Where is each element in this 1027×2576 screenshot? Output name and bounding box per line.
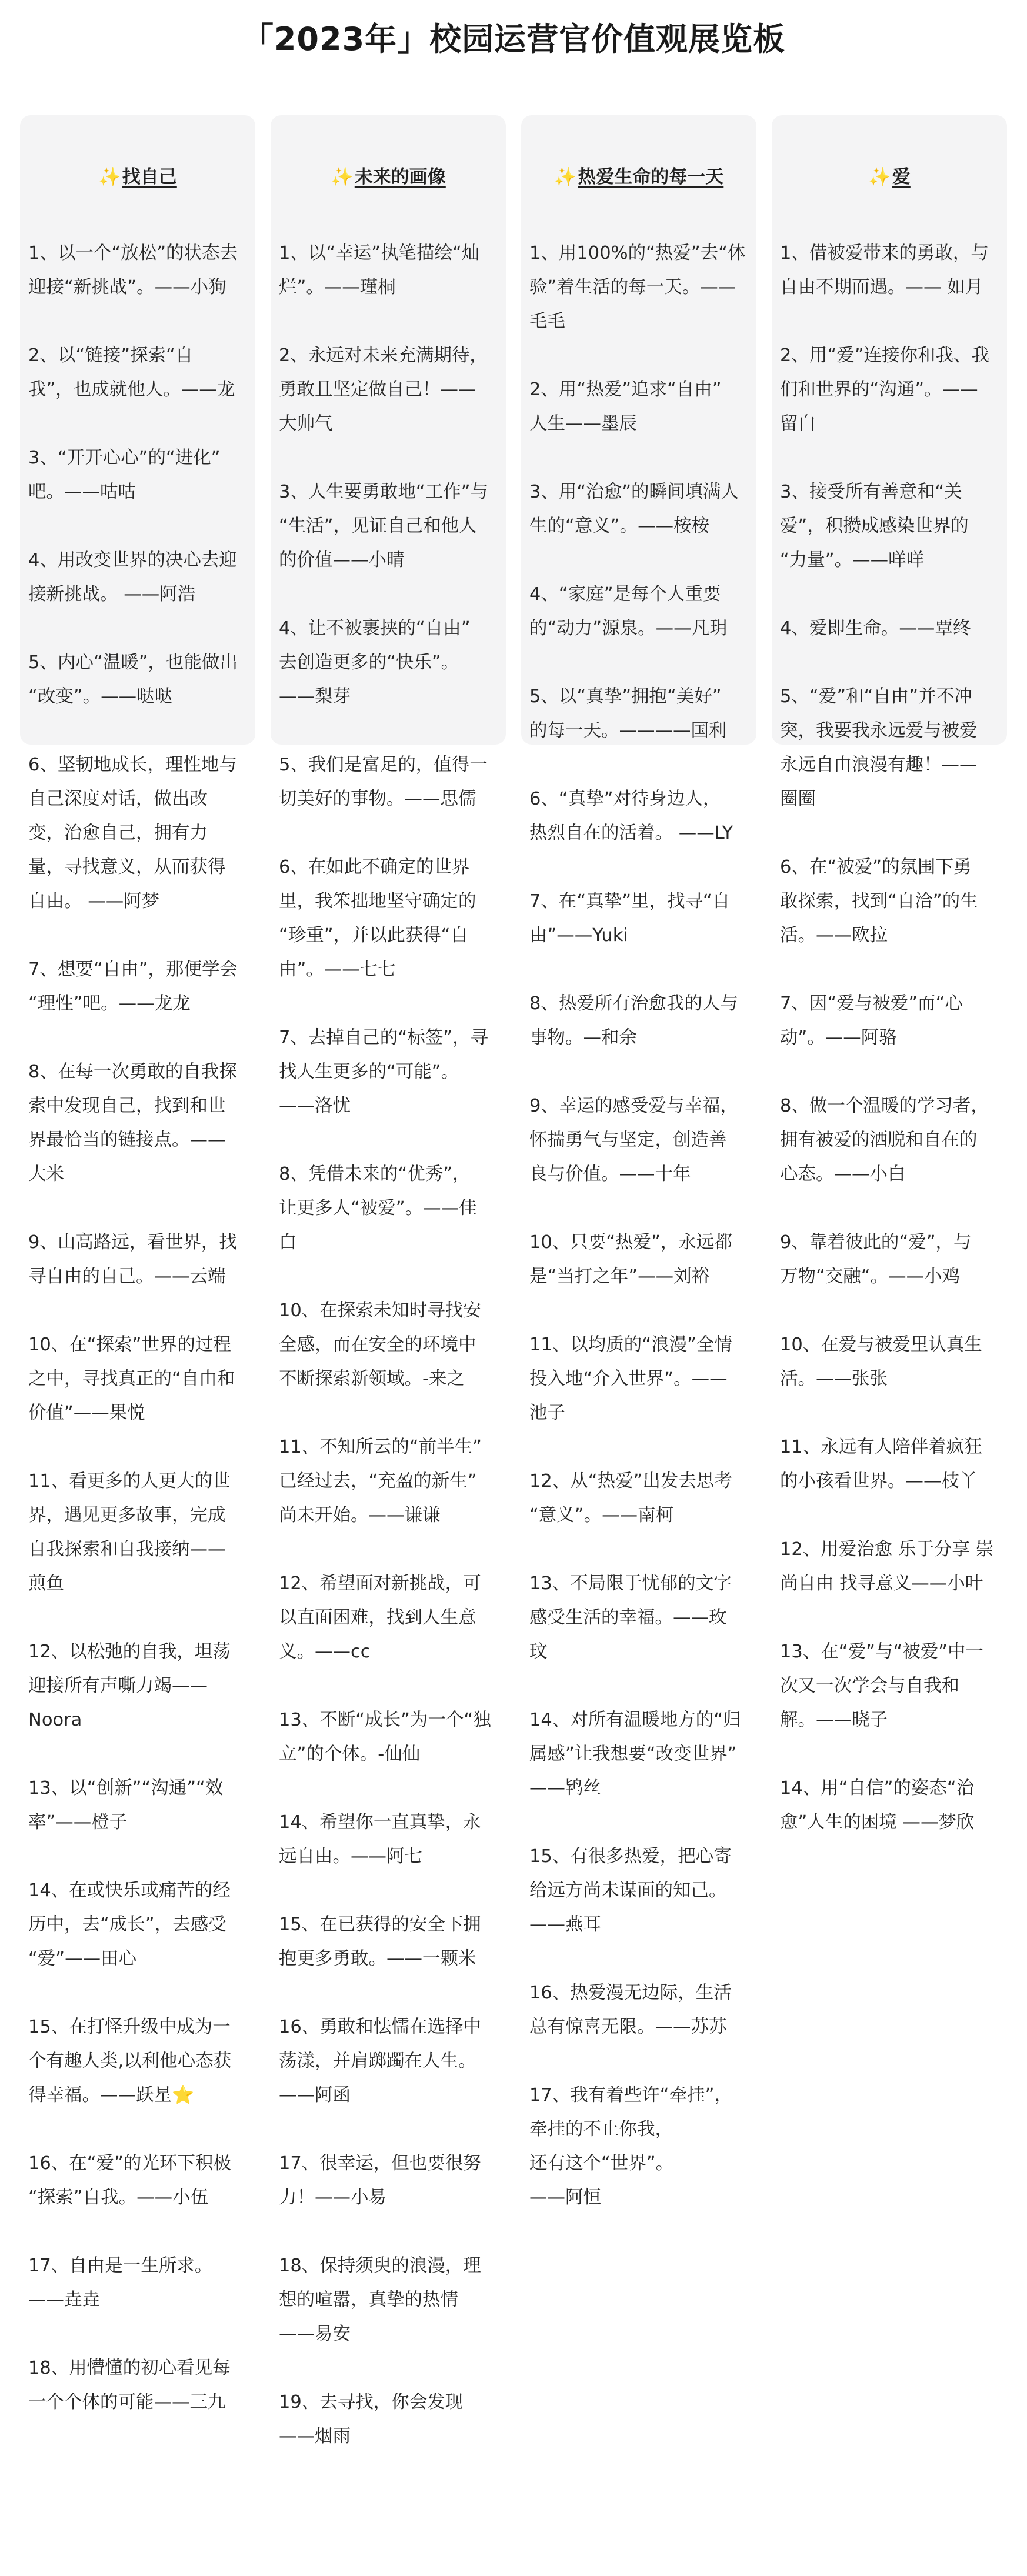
value-entry: 6、坚韧地成长，理性地与 自己深度对话，做出改 变，治愈自己，拥有力 量，寻找意义，从而获得 自由。 ——阿梦	[28, 755, 237, 912]
column-content	[521, 115, 756, 2215]
value-entry: 7、在“真挚”里，找寻“自 由”——Yuki	[529, 891, 731, 946]
page-title: 「2023年」校园运营官价值观展览板	[241, 21, 786, 58]
sparkles-icon: ✨	[868, 166, 891, 188]
column-heading	[529, 115, 748, 191]
value-entry: 11、不知所云的“前半生” 已经过去，“充盈的新生” 尚未开始。——谦谦	[279, 1437, 482, 1526]
value-entry: 1、用100%的“热爱”去“体 验”着生活的每一天。—— 毛毛	[529, 243, 746, 332]
value-entry: 15、有很多热爱，把心寄 给远方尚未谋面的知己。 ——燕耳	[529, 1846, 732, 1935]
sparkles-icon: ✨	[331, 166, 354, 188]
value-column	[20, 115, 255, 2488]
value-entry: 5、以“真挚”拥抱“美好” 的每一天。————国利	[529, 686, 727, 741]
value-entry: 18、保持须臾的浪漫，理 想的喧嚣，真挚的热情 ——易安	[279, 2255, 481, 2344]
value-entry: 5、内心“温暖”，也能做出 “改变”。——哒哒	[28, 652, 238, 707]
value-entry: 12、用爱治愈 乐于分享 崇 尚自由 找寻意义——小叶	[780, 1539, 994, 1594]
value-entry: 8、凭借未来的“优秀”， 让更多人“被爱”。——佳 白	[279, 1164, 477, 1253]
value-entry: 11、永远有人陪伴着疯狂 的小孩看世界。——枝丫	[780, 1437, 982, 1491]
value-entry: 19、去寻找，你会发现 ——烟雨	[279, 2392, 464, 2447]
value-entry: 9、幸运的感受爱与幸福， 怀揣勇气与坚定，创造善 良与价值。——十年	[529, 1096, 738, 1184]
value-entry: 5、我们是富足的，值得一 切美好的事物。——思儒	[279, 755, 488, 809]
value-entry: 1、以“幸运”执笔描绘“灿 烂”。——瑾桐	[279, 243, 480, 298]
value-entry: 6、在如此不确定的世界 里，我笨拙地坚守确定的 “珍重”，并以此获得“自 由”。——七七	[279, 857, 476, 980]
column-heading	[28, 115, 247, 191]
value-entry: 3、“开开心心”的“进化” 吧。——咕咕	[28, 448, 221, 502]
value-entry: 2、永远对未来充满期待， 勇敢且坚定做自己！—— 大帅气	[279, 345, 488, 434]
value-entry: 9、靠着彼此的“爱”，与 万物“交融“。——小鸡	[780, 1232, 972, 1287]
value-entry: 13、不断“成长”为一个“独 立”的个体。-仙仙	[279, 1710, 491, 1764]
value-entry: 2、用“爱”连接你和我、我 们和世界的“沟通”。—— 留白	[780, 345, 990, 434]
column-heading-text: 爱	[892, 166, 911, 188]
value-entry: 1、以一个“放松”的状态去 迎接“新挑战”。——小狗	[28, 243, 238, 298]
value-entry: 16、在“爱”的光环下积极 “探索”自我。——小伍	[28, 2153, 231, 2208]
sparkles-icon: ✨	[553, 166, 577, 188]
column-content	[20, 115, 255, 2420]
value-entry: 8、热爱所有治愈我的人与 事物。—和余	[529, 993, 738, 1048]
value-entry: 13、以“创新”“沟通”“效 率”——橙子	[28, 1778, 224, 1833]
value-entry: 8、在每一次勇敢的自我探 索中发现自己，找到和世 界最恰当的链接点。—— 大米	[28, 1062, 237, 1184]
value-entry: 10、在“探索”世界的过程 之中，寻找真正的“自由和 价值”——果悦	[28, 1334, 235, 1423]
value-entry: 4、让不被裹挟的“自由” 去创造更多的“快乐”。 ——梨芽	[279, 618, 471, 707]
value-entry: 6、在“被爱”的氛围下勇 敢探索，找到“自洽”的生 活。——欧拉	[780, 857, 978, 946]
value-column	[271, 115, 506, 2488]
value-column	[521, 115, 756, 2488]
value-entry: 4、用改变世界的决心去迎 接新挑战。 ——阿浩	[28, 550, 237, 605]
value-entry: 13、在“爱”与“被爱”中一 次又一次学会与自我和 解。——晓子	[780, 1641, 984, 1730]
value-entry: 17、我有着些许“牵挂”， 牵挂的不止你我， 还有这个“世界”。 ——阿恒	[529, 2085, 732, 2208]
value-entry: 12、以松弛的自我，坦荡 迎接所有声嘶力竭—— Noora	[28, 1641, 231, 1730]
value-entry: 7、去掉自己的“标签”，寻 找人生更多的“可能”。 ——洛忧	[279, 1027, 489, 1116]
value-entry: 9、山高路远，看世界，找 寻自由的自己。——云端	[28, 1232, 237, 1287]
value-entry: 14、希望你一直真挚，永 远自由。——阿七	[279, 1812, 481, 1867]
value-entry: 3、人生要勇敢地“工作”与 “生活”，见证自己和他人 的价值——小晴	[279, 482, 489, 570]
value-entry: 17、自由是一生所求。 ——垚垚	[28, 2255, 213, 2310]
value-entry: 16、勇敢和怯懦在选择中 荡漾，并肩踯躅在人生。 ——阿函	[279, 2017, 481, 2105]
value-entry: 8、做一个温暖的学习者， 拥有被爱的洒脱和自在的 心态。——小白	[780, 1096, 989, 1184]
value-entry: 17、很幸运，但也要很努 力！——小易	[279, 2153, 481, 2208]
value-entry: 2、以“链接”探索“自 我”，也成就他人。——龙	[28, 345, 235, 400]
column-heading-text: 找自己	[122, 166, 177, 188]
sparkles-icon: ✨	[98, 166, 121, 188]
value-entry: 3、接受所有善意和“关 爱”，积攒成感染世界的 “力量”。——咩咩	[780, 482, 969, 570]
value-entry: 7、想要“自由”，那便学会 “理性”吧。——龙龙	[28, 959, 238, 1014]
value-entry: 11、看更多的人更大的世 界，遇见更多故事，完成 自我探索和自我接纳—— 煎鱼	[28, 1471, 231, 1594]
value-entry: 12、从“热爱”出发去思考 “意义”。——南柯	[529, 1471, 732, 1526]
value-entry: 4、“家庭”是每个人重要 的“动力”源泉。——凡玥	[529, 584, 728, 639]
column-content	[271, 115, 506, 2454]
value-board	[20, 115, 1008, 2488]
value-entry: 1、借被爱带来的勇敢，与 自由不期而遇。—— 如月	[780, 243, 989, 298]
value-entry: 12、希望面对新挑战，可 以直面困难，找到人生意 义。——cc	[279, 1573, 481, 1662]
column-heading	[780, 115, 999, 191]
value-entry: 15、在已获得的安全下拥 抱更多勇敢。——一颗米	[279, 1914, 481, 1969]
value-entry: 14、在或快乐或痛苦的经 历中，去“成长”，去感受 “爱”——田心	[28, 1880, 231, 1969]
value-entry: 16、热爱漫无边际，生活 总有惊喜无限。——苏苏	[529, 1983, 732, 2037]
value-entry: 6、“真挚”对待身边人， 热烈自在的活着。 ——LY	[529, 789, 733, 843]
value-entry: 11、以均质的“浪漫”全情 投入地“介入世界”。—— 池子	[529, 1334, 732, 1423]
value-entry: 15、在打怪升级中成为一 个有趣人类,以利他心态获 得幸福。——跃星⭐	[28, 2017, 232, 2105]
value-entry: 10、在爱与被爱里认真生 活。——张张	[780, 1334, 982, 1389]
column-heading	[279, 115, 498, 191]
value-entry: 5、“爱”和“自由”并不冲 突，我要我永远爱与被爱 永远自由浪漫有趣！—— 圈圈	[780, 686, 978, 809]
column-heading-text: 热爱生命的每一天	[578, 166, 724, 188]
value-entry: 3、用“治愈”的瞬间填满人 生的“意义”。——桉桉	[529, 482, 739, 536]
value-entry: 10、在探索未知时寻找安 全感，而在安全的环境中 不断探索新领域。-来之	[279, 1300, 481, 1389]
value-entry: 7、因“爱与被爱”而“心 动”。——阿骆	[780, 993, 963, 1048]
column-content	[772, 115, 1007, 1840]
value-entry: 14、对所有温暖地方的“归 属感”让我想要“改变世界” ——鸨丝	[529, 1710, 741, 1798]
value-entry: 4、爱即生命。——覃终	[780, 618, 971, 639]
value-entry: 14、用“自信”的姿态“治 愈”人生的困境 ——梦欣	[780, 1778, 975, 1833]
value-entry: 2、用“热爱”追求“自由” 人生——墨辰	[529, 379, 722, 434]
value-column	[772, 115, 1007, 2488]
value-entry: 10、只要“热爱”，永远都 是“当打之年”——刘裕	[529, 1232, 732, 1287]
value-entry: 18、用懵懂的初心看见每 一个个体的可能——三九	[28, 2358, 231, 2413]
value-entry: 13、不局限于忧郁的文字 感受生活的幸福。——玫 玟	[529, 1573, 732, 1662]
column-heading-text: 未来的画像	[354, 166, 446, 188]
